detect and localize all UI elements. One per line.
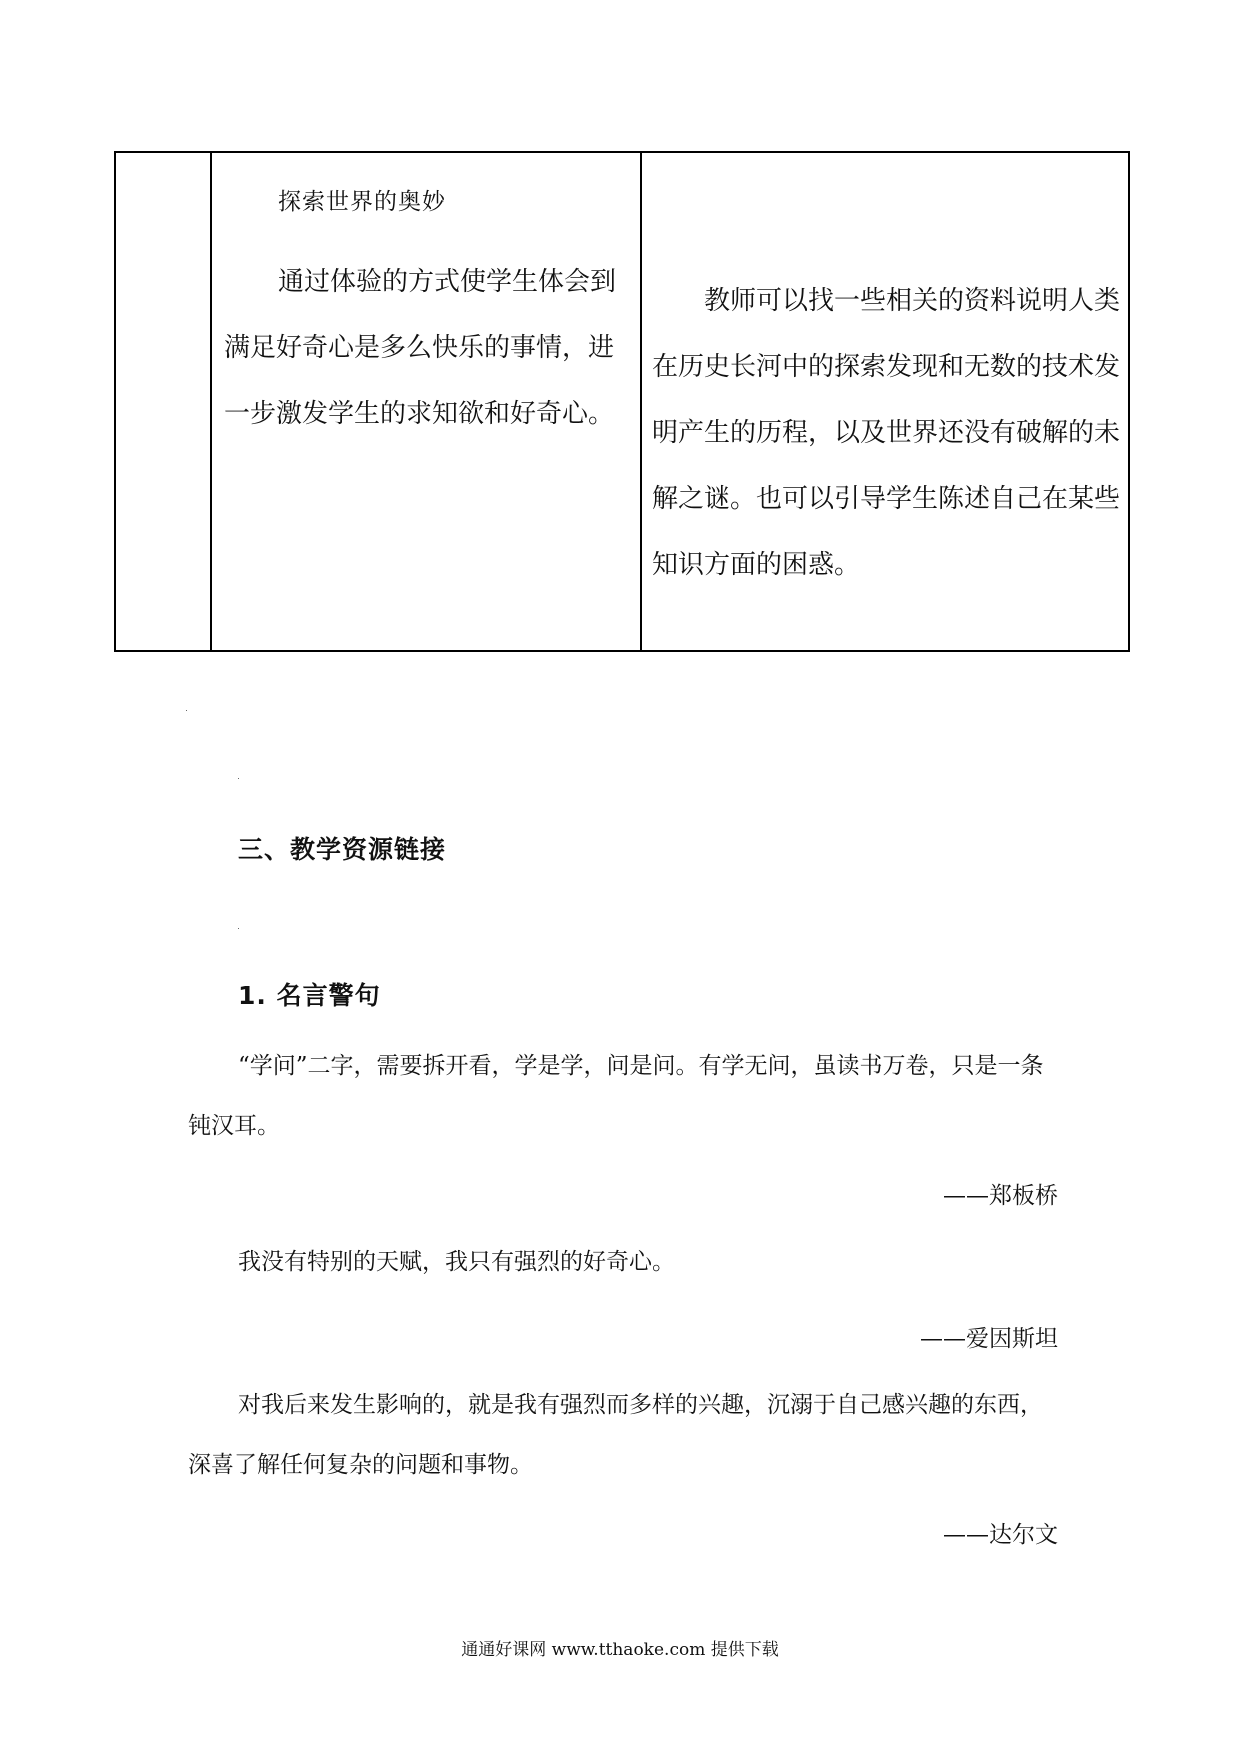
lesson-table	[114, 151, 1130, 652]
teacher-note-text: 教师可以找一些相关的资料说明人类在历史长河中的探索发现和无数的技术发明产生的历程，以及世界还没有破解的未解之谜。也可以引导学生陈述自己在某些知识方面的困惑。	[652, 286, 1121, 580]
section-heading: 三、教学资源链接	[238, 835, 447, 864]
activity-title: 探索世界的奥妙	[278, 189, 446, 215]
subsection-heading: 1. 名言警句	[238, 981, 381, 1010]
quote-text: “学问”二字，需要拆开看，学是学，问是问。有学无问，虽读书万卷，只是一条钝汉耳。	[188, 1053, 1044, 1139]
table-cell-teacher-note	[644, 153, 1130, 650]
table-column-divider	[210, 153, 212, 650]
quote-text: 对我后来发生影响的，就是我有强烈而多样的兴趣，沉溺于自己感兴趣的东西，深喜了解任何复杂的问题和事物。	[188, 1392, 1043, 1478]
quote-author: ——达尔文	[943, 1522, 1058, 1548]
page-footer: 通通好课网 www.tthaoke.com 提供下载	[461, 1640, 779, 1660]
scan-speck	[238, 928, 239, 929]
quote-author: ——爱因斯坦	[920, 1326, 1058, 1352]
scan-speck	[238, 778, 239, 779]
activity-description: 通过体验的方式使学生体会到满足好奇心是多么快乐的事情，进一步激发学生的求知欲和好奇心。	[224, 267, 617, 429]
table-cell-activity	[214, 153, 640, 650]
quote-text: 我没有特别的天赋，我只有强烈的好奇心。	[238, 1249, 675, 1275]
quote-author: ——郑板桥	[943, 1183, 1058, 1209]
scan-speck	[186, 710, 187, 711]
table-column-divider	[640, 153, 642, 650]
